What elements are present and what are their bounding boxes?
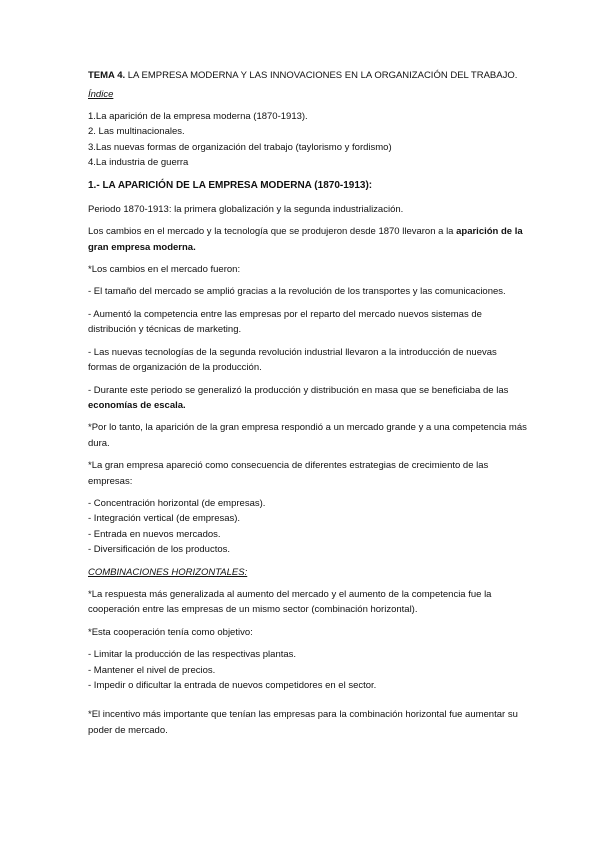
index-item: 2. Las multinacionales. (88, 126, 185, 138)
strategy-item: - Concentración horizontal (de empresas). (88, 497, 266, 509)
strategy-item: - Diversificación de los productos. (88, 544, 231, 556)
incentive-paragraph: *El incentivo más importante que tenían las empresas para la combinación horizontal fue aumentar su poder de mercado. (88, 709, 518, 736)
title-bold: TEMA 4. (88, 70, 126, 81)
changes-text: Los cambios en el mercado y la tecnología que se produjeron desde 1870 llevaron a la (88, 226, 457, 238)
index-item: 4.La industria de guerra (88, 157, 189, 169)
title-rest: LA EMPRESA MODERNA Y LAS INNOVACIONES EN LA ORGANIZACIÓN DEL TRABAJO. (125, 70, 518, 81)
section1-heading: 1.- LA APARICIÓN DE LA EMPRESA MODERNA (1870-1913): (88, 180, 373, 192)
objective-intro: *Esta cooperación tenía como objetivo: (88, 626, 253, 638)
index-heading: Índice (88, 89, 114, 101)
strategy-item: - Entrada en nuevos mercados. (88, 528, 221, 540)
market-change-4-text: - Durante este periodo se generalizó la producción y distribución en masa que se beneficiaba de las (88, 384, 509, 396)
index-item: 3.Las nuevas formas de organización del trabajo (taylorismo y fordismo) (88, 141, 392, 153)
market-change-item (88, 383, 528, 414)
market-change-4-bold: economías de escala. (88, 399, 186, 411)
market-change-item: - Las nuevas tecnologías de la segunda revolución industrial llevaron a la introducción de nuevas formas de organización de la producción. (88, 346, 497, 374)
objectives-list (88, 647, 528, 693)
objective-item: - Mantener el nivel de precios. (88, 664, 216, 676)
document-content (88, 68, 528, 745)
objective-item: - Limitar la producción de las respectivas plantas. (88, 649, 297, 661)
objective-item: - Impedir o dificultar la entrada de nuevos competidores en el sector. (88, 680, 377, 691)
strategies-intro: *La gran empresa apareció como consecuencia de diferentes estrategias de crecimiento de las empresas: (88, 460, 489, 487)
horizontal-response: *La respuesta más generalizada al aumento del mercado y el aumento de la competencia fue la cooperación entre las empresas de un mismo sector (combinación horizontal). (88, 588, 492, 616)
therefore-paragraph: *Por lo tanto, la aparición de la gran empresa respondió a un mercado grande y a una competencia más dura. (88, 422, 527, 449)
market-change-item: - Aumentó la competencia entre las empresas por el reparto del mercado nuevos sistemas de distribución y técnicas de marketing. (88, 308, 482, 336)
index-item: 1.La aparición de la empresa moderna (1870-1913). (88, 110, 308, 122)
index-list (88, 109, 528, 171)
period-paragraph: Periodo 1870-1913: la primera globalización y la segunda industrialización. (88, 203, 404, 215)
changes-paragraph (88, 224, 528, 255)
document-title (88, 68, 528, 83)
market-change-item: - El tamaño del mercado se amplió gracias a la revolución de los transportes y las comunicaciones. (88, 286, 506, 298)
changes-bold: aparición de la gran empresa moderna. (88, 226, 523, 253)
strategy-item: - Integración vertical (de empresas). (88, 513, 241, 525)
spacer (88, 700, 528, 707)
horizontal-heading: COMBINACIONES HORIZONTALES: (88, 566, 248, 578)
market-changes-intro: *Los cambios en el mercado fueron: (88, 264, 241, 276)
strategies-list (88, 496, 528, 558)
